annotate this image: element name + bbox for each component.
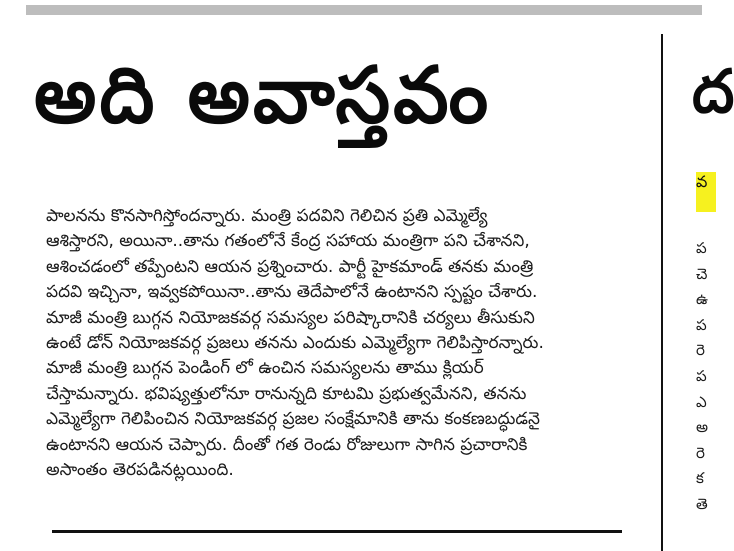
next-column-highlight — [696, 172, 716, 212]
next-column-line: క — [696, 469, 704, 488]
body-line: ఉంటే డోన్ నియోజకవర్గ ప్రజలు తనను ఎందుకు ఎమ్మెల్యేగా గెలిపిస్తారన్నారు. — [46, 332, 544, 353]
next-column-highlight-line: వ — [696, 172, 708, 191]
next-column-clipped — [670, 0, 734, 551]
next-column-line: అ — [696, 418, 709, 437]
column-divider — [661, 34, 663, 551]
body-line: పదవి ఇచ్చినా, ఇవ్వకపోయినా..తాను తెదేపాలోనే ఉంటానని స్పష్టం చేశారు. — [46, 282, 538, 303]
body-line: చేస్తామన్నారు. భవిష్యత్తులోనూ రానున్నది కూటమి ప్రభుత్వమేనని, తనను — [46, 383, 527, 404]
body-line: ఆశించడంలో తప్పేంటని ఆయన ప్రశ్నించారు. పార్టీ హైకమాండ్ తనకు మంత్రి — [46, 256, 534, 277]
top-gray-bar — [26, 5, 702, 15]
next-column-line: ఎ — [696, 392, 707, 411]
body-line: ఎమ్మెల్యేగా గెలిపించిన నియోజకవర్గ ప్రజల సంక్షేమానికి తాను కంకణబద్ధుడనై — [46, 409, 540, 430]
next-column-line: తె — [696, 494, 708, 513]
next-column-headline: ద — [692, 57, 734, 127]
next-column-line: ప — [696, 315, 707, 334]
next-column-line: ప — [696, 239, 707, 257]
body-line: ఆశిస్తారని, అయినా..తాను గతంలోనే కేంద్ర సహాయ మంత్రిగా పని చేశానని, — [46, 231, 530, 252]
next-column-line: ఉ — [696, 290, 708, 309]
body-line: అసాంతం తెరపడినట్లయింది. — [46, 459, 234, 480]
article-body — [46, 204, 636, 483]
next-column-body — [696, 236, 708, 518]
next-column-line: రె — [696, 341, 705, 360]
article-end-rule — [52, 530, 622, 533]
next-column-line: చె — [696, 264, 708, 283]
body-line: ఉంటానని ఆయన చెప్పారు. దీంతో గత రెండు రోజులుగా సాగిన ప్రచారానికి — [46, 434, 528, 455]
next-column-line: రె — [696, 443, 705, 462]
body-line: మాజీ మంత్రి బుగ్గన నియోజకవర్గ సమస్యల పరిష్కారానికి చర్యలు తీసుకుని — [46, 307, 535, 328]
article-headline: అది అవాస్తవం — [34, 51, 492, 141]
body-line: పాలనను కొనసాగిస్తోందన్నారు. మంత్రి పదవిని గెలిచిన ప్రతి ఎమ్మెల్యే — [46, 206, 488, 226]
body-line: మాజీ మంత్రి బుగ్గన పెండింగ్ లో ఉంచిన సమస్యలను తాము క్లియర్ — [46, 358, 484, 379]
next-column-line: ప — [696, 366, 707, 385]
